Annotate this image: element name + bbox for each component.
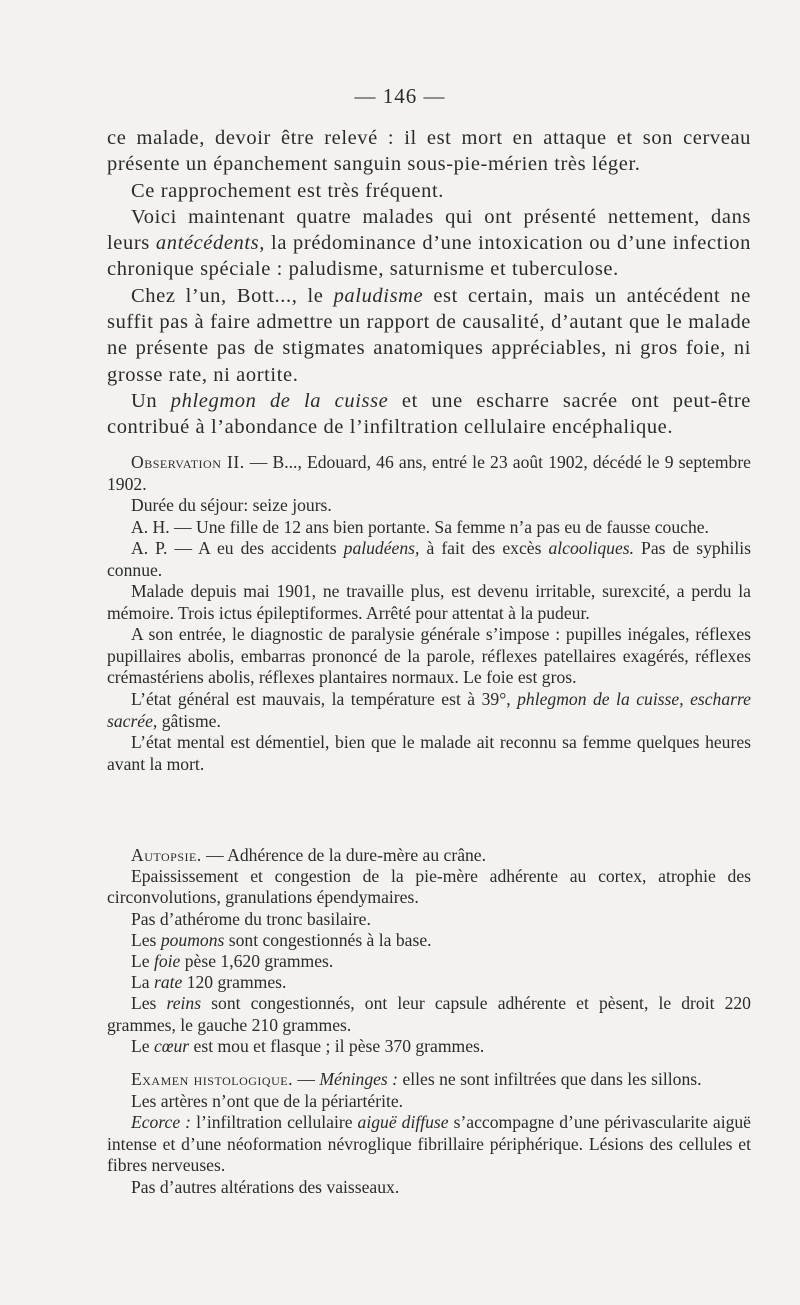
intro-paragraph-1: ce malade, devoir être relevé : il est mort en attaque et son cerveau présente un épanchement sanguin sous-pie-mérien très léger. (107, 127, 751, 176)
text-run: est certain, mais un antécédent ne suffit pas à faire admettre un rapport de causalité, d’autant que le malade ne présente pas de stigmates anatomiques appréciables, ni gros foie, ni grosse rate, ni aortite. (107, 284, 751, 386)
text-run: Un (131, 389, 171, 412)
text-run: Pas de syphilis connue. (107, 538, 751, 580)
italic-term: antécédents, (155, 232, 265, 255)
text-run: à fait des excès (419, 538, 549, 559)
examen-paragraph-4: Pas d’autres altérations des vaisseaux. (131, 1176, 400, 1197)
text-run: pèse 1,620 grammes. (180, 951, 334, 972)
text-run: la prédominance d’une intoxication ou d’une infection chronique spéciale : paludisme, saturnisme et tuberculose. (107, 232, 751, 281)
italic-term: paludisme (333, 284, 424, 307)
autopsie-paragraph-3: Pas d’athérome du tronc basilaire. (131, 908, 371, 929)
text-run: L’état général est mauvais, la température est à 39°, (131, 689, 518, 710)
text-run: Chez l’un, Bott..., le (131, 284, 334, 307)
intro-section (107, 125, 751, 441)
text-run: Le (131, 1035, 154, 1056)
examen-paragraph-2: Les artères n’ont que de la périartérite. (131, 1090, 404, 1111)
intro-paragraph-3 (107, 204, 751, 283)
text-run: A. P. — A eu des accidents (131, 538, 344, 559)
text-run: elles ne sont infiltrées que dans les sillons. (398, 1069, 702, 1089)
text-run: est mou et flasque ; il pèse 370 grammes. (189, 1035, 485, 1056)
italic-term: poumons (160, 929, 225, 950)
text-run: sont congestionnés à la base. (224, 929, 432, 950)
italic-term: cœur (153, 1035, 190, 1056)
text-run: l’infiltration cellulaire (191, 1112, 358, 1132)
autopsie-heading: Autopsie. (131, 845, 202, 865)
intro-paragraph-5 (107, 388, 751, 441)
autopsie-paragraph-5 (107, 951, 751, 972)
autopsie-paragraph-7 (107, 993, 751, 1035)
examen-heading: Examen histologique. (131, 1069, 293, 1089)
text-run: Les (131, 993, 167, 1014)
observation-paragraph-6: A son entrée, le diagnostic de paralysie générale s’impose : pupilles inégales, réflexes pupillaires abolis, embarras prononcé de la parole, réflexes patellaires exagérés, réflexes crémastériens abolis, réflexes plantaires normaux. Le foie est gros. (107, 624, 751, 688)
text-run: s’accompagne d’une périvascularite aiguë intense et d’une néoformation névroglique fibrillaire périphérique. Lésions des cellules et fibres nerveuses. (107, 1112, 751, 1175)
intro-paragraph-2: Ce rapprochement est très fréquent. (131, 179, 445, 202)
text-run: sont congestionnés, ont leur capsule adhérente et pèsent, le droit 220 grammes, le gauche 210 grammes. (107, 993, 751, 1035)
italic-term: reins (166, 993, 202, 1014)
observation-paragraph-1 (107, 452, 751, 495)
text-run: et une escharre sacrée ont peut-être contribué à l’abondance de l’infiltration cellulaire encéphalique. (107, 389, 752, 439)
italic-term: foie (153, 951, 181, 972)
text-run: Le (131, 951, 154, 972)
italic-term: paludéens, (343, 538, 420, 559)
italic-term: phlegmon de la cuisse, escharre sacrée, (107, 689, 751, 731)
observation-heading: Observation II. (131, 452, 245, 472)
observation-paragraph-4 (107, 538, 751, 581)
examen-section (107, 1069, 751, 1198)
autopsie-paragraph-8 (107, 1036, 751, 1057)
text-run: 120 grammes. (182, 972, 287, 993)
autopsie-paragraph-2: Epaississement et congestion de la pie-mère adhérente au cortex, atrophie des circonvolutions, granulations épendymaires. (107, 866, 751, 908)
autopsie-section (107, 845, 751, 1057)
observation-paragraph-8: L’état mental est démentiel, bien que le malade ait reconnu sa femme quelques heures avant la mort. (107, 732, 751, 774)
observation-paragraph-7 (107, 689, 751, 732)
text-run: gâtisme. (157, 710, 221, 731)
examen-paragraph-3 (107, 1112, 751, 1177)
autopsie-paragraph-6 (107, 972, 751, 993)
text-run: — B..., Edouard, 46 ans, entré le 23 août 1902, décédé le 9 septembre 1902. (107, 452, 751, 494)
examen-paragraph-1 (107, 1069, 751, 1091)
text-run: — Adhérence de la dure-mère au crâne. (201, 845, 487, 865)
page-number: — 146 — (354, 84, 446, 108)
text-run: La (131, 972, 154, 993)
italic-term: aiguë diffuse (357, 1112, 449, 1132)
text-run: — (292, 1069, 320, 1089)
text-run: Les (131, 929, 161, 950)
observation-paragraph-5: Malade depuis mai 1901, ne travaille plus, est devenu irritable, surexcité, a perdu la mémoire. Trois ictus épileptiformes. Arrêté pour attentat à la pudeur. (107, 581, 751, 623)
italic-term: alcooliques. (548, 538, 634, 559)
intro-paragraph-4 (107, 283, 751, 388)
autopsie-paragraph-1 (107, 845, 751, 866)
observation-paragraph-3: A. H. — Une fille de 12 ans bien portante. Sa femme n’a pas eu de fausse couche. (131, 516, 709, 537)
observation-section (107, 452, 751, 775)
italic-term: Méninges : (319, 1069, 399, 1089)
italic-term: phlegmon de la cuisse (170, 389, 389, 412)
text-run: Voici maintenant quatre malades qui ont présenté nettement, dans leurs (107, 205, 751, 255)
autopsie-paragraph-4 (107, 930, 751, 951)
italic-term: rate (153, 972, 183, 993)
observation-paragraph-2: Durée du séjour: seize jours. (131, 495, 332, 516)
italic-term: Ecorce : (131, 1112, 192, 1132)
